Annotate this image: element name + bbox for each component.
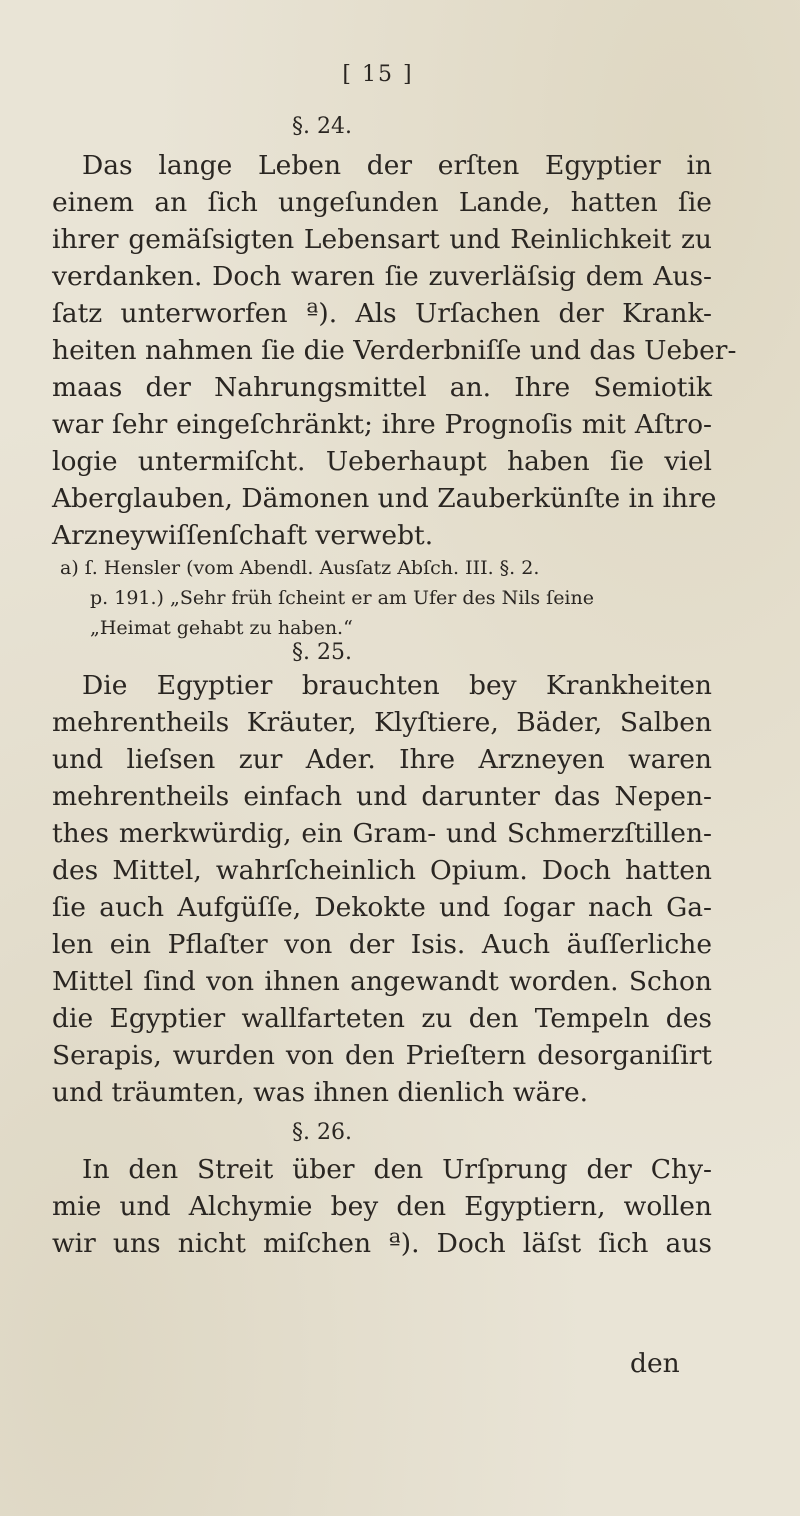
text-line: und lieſsen zur Ader. Ihre Arzneyen waren xyxy=(52,744,712,775)
text-line: mie und Alchymie bey den Egyptiern, wollen xyxy=(52,1191,712,1222)
text-line: logie untermiſcht. Ueberhaupt haben ſie viel xyxy=(52,446,712,477)
text-line: len ein Pflaſter von der Isis. Auch äuſſerliche xyxy=(52,929,712,960)
text-line: Aberglauben, Dämonen und Zauberkünſte in ihre xyxy=(52,483,717,514)
footnote-line: a) ſ. Hensler (vom Abendl. Ausſatz Abſch. III. §. 2. xyxy=(60,557,540,579)
catchword: den xyxy=(630,1348,680,1379)
footnote-line: „Heimat gehabt zu haben.“ xyxy=(90,617,353,639)
section-heading: §. 26. xyxy=(292,1120,352,1145)
section-24 xyxy=(52,114,737,554)
text-line: ſie auch Aufgüſſe, Dekokte und ſogar nach Ga- xyxy=(52,892,712,923)
text-line: thes merkwürdig, ein Gram- und Schmerzſtillen- xyxy=(52,818,712,849)
section-26 xyxy=(52,1120,712,1262)
text-line: die Egyptier wallfarteten zu den Tempeln des xyxy=(52,1003,712,1034)
section-heading: §. 24. xyxy=(292,114,352,139)
text-line: heiten nahmen ſie die Verderbniſſe und das Ueber- xyxy=(52,335,737,366)
section-25 xyxy=(52,640,712,1111)
text-line: wir uns nicht miſchen ª). Doch läſst ſich aus xyxy=(52,1228,712,1259)
text-line: ihrer gemäſsigten Lebensart und Reinlichkeit zu xyxy=(52,224,712,255)
text-line: In den Streit über den Urſprung der Chy- xyxy=(82,1154,712,1185)
section-heading: §. 25. xyxy=(292,640,352,665)
text-line: des Mittel, wahrſcheinlich Opium. Doch hatten xyxy=(52,855,712,886)
text-line: Mittel ſind von ihnen angewandt worden. Schon xyxy=(52,966,712,997)
text-line: maas der Nahrungsmittel an. Ihre Semiotik xyxy=(52,372,712,403)
text-line: und träumten, was ihnen dienlich wäre. xyxy=(52,1077,589,1108)
text-line: Serapis, wurden von den Prieſtern desorganiſirt xyxy=(52,1040,712,1071)
text-line: mehrentheils Kräuter, Klyſtiere, Bäder, Salben xyxy=(52,707,712,738)
text-line: mehrentheils einfach und darunter das Nepen- xyxy=(52,781,712,812)
footnote-line: p. 191.) „Sehr früh ſcheint er am Ufer des Nils ſeine xyxy=(90,587,594,609)
text-line: einem an ſich ungeſunden Lande, hatten ſie xyxy=(52,187,712,218)
page-number: [ 15 ] xyxy=(342,62,414,87)
text-line: Arzneywiſſenſchaft verwebt. xyxy=(52,520,434,551)
text-line: Das lange Leben der erſten Egyptier in xyxy=(82,150,712,181)
footnote-a xyxy=(60,553,710,643)
text-line: verdanken. Doch waren ſie zuverläſsig dem Aus- xyxy=(52,261,712,292)
text-line: ſatz unterworfen ª). Als Urſachen der Krank- xyxy=(52,298,712,329)
text-line: Die Egyptier brauchten bey Krankheiten xyxy=(82,670,712,701)
text-line: war ſehr eingeſchränkt; ihre Prognoſis mit Aſtro- xyxy=(52,409,712,440)
